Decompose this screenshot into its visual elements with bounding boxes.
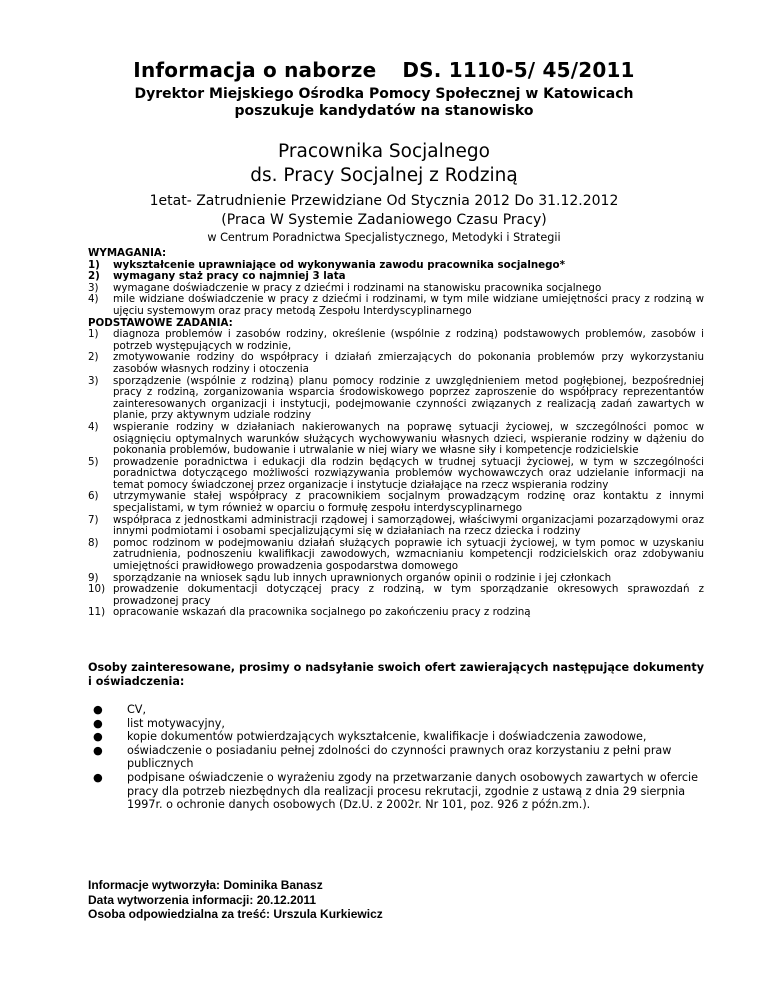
list-item <box>88 717 704 731</box>
bullet-icon: ● <box>93 703 103 716</box>
item-text: zmotywowanie rodziny do współpracy i działań zmierzających do pokonania problemów przy wykorzystaniu zasobów własnych rodziny i otoczenia <box>113 351 704 375</box>
page-title <box>0 58 768 82</box>
item-text: wymagany staż pracy co najmniej 3 lata <box>113 270 346 283</box>
item-number: 9) <box>88 571 99 584</box>
list-item <box>88 352 704 375</box>
item-number: 7) <box>88 513 99 526</box>
author-line: Informacje wytworzyła: Dominika Banasz <box>88 878 323 892</box>
list-item <box>88 491 704 514</box>
item-number: 8) <box>88 536 99 549</box>
requirements-heading: WYMAGANIA: <box>88 247 167 259</box>
bullet-icon: ● <box>93 770 103 784</box>
item-text: współpraca z jednostkami administracji rządowej i samorządowej, właściwymi organizacjami pozarządowymi oraz innymi podmiotami i osobami specjalizującymi się w działaniach na rzecz dziecka i rodziny <box>113 513 704 538</box>
item-text: oświadczenie o posiadaniu pełnej zdolności do czynności prawnych oraz korzystaniu z pełni praw publicznych <box>127 743 672 771</box>
bullet-icon: ● <box>93 743 103 757</box>
documents-intro: Osoby zainteresowane, prosimy o nadsyłanie swoich ofert zawierających następujące dokumenty i oświadczenia: <box>88 661 704 688</box>
bullet-icon: ● <box>93 716 103 730</box>
list-item <box>88 730 704 744</box>
subtitle <box>0 86 768 120</box>
list-item <box>88 538 704 573</box>
item-text: diagnoza problemów i zasobów rodziny, określenie (wspólnie z rodziną) podstawowych problemów, zasobów i potrzeb występujących w rodzinie, <box>113 328 704 352</box>
employment-info <box>0 192 768 230</box>
position-title <box>0 140 768 188</box>
list-item <box>88 703 704 717</box>
list-item <box>88 771 704 812</box>
item-number: 6) <box>88 490 99 503</box>
item-text: kopie dokumentów potwierdzających wykształcenie, kwalifikacje i doświadczenia zawodowe, <box>127 730 647 744</box>
item-text: prowadzenie dokumentacji dotyczącej pracy z rodziną, w tym sporządzanie okresowych sprawozdań z prowadzonej pracy <box>113 583 704 607</box>
document-body <box>88 248 704 619</box>
item-number: 4) <box>88 293 99 306</box>
list-item <box>88 422 704 457</box>
position-line-2: ds. Pracy Socjalnej z Rodziną <box>250 165 518 186</box>
item-text: wymagane doświadczenie w pracy z dziećmi i rodzinami na stanowisku pracownika socjalnego <box>113 281 602 294</box>
item-number: 5) <box>88 455 99 468</box>
item-text: prowadzenie poradnictwa i edukacji dla rodzin będących w trudnej sytuacji życiowej, w tym w szczególności poradnictwa dotyczącego możliwości rozwiązywania problemów wychowawczych oraz udzielanie informacji na temat pomocy świadczonej przez organizacje i instytucje działające na rzecz wspierania rodziny <box>113 455 704 491</box>
list-item <box>88 329 704 352</box>
bullet-icon: ● <box>93 730 103 744</box>
date-line: Data wytworzenia informacji: 20.12.2011 <box>88 892 317 907</box>
duties-heading: PODSTAWOWE ZADANIA: <box>88 316 233 329</box>
item-number: 11) <box>88 606 106 619</box>
item-number: 4) <box>88 420 99 433</box>
subtitle-line-1: Dyrektor Miejskiego Ośrodka Pomocy Społecznej w Katowicach <box>134 86 634 102</box>
item-text: mile widziane doświadczenie w pracy z dziećmi i rodzinami, w tym mile widziane umiejętności pracy z rodziną w ujęciu systemowym oraz pracy metodą Zespołu Interdyscyplinarnego <box>113 293 704 317</box>
list-item <box>88 744 704 771</box>
item-number: 10) <box>88 583 106 596</box>
item-text: sporządzanie na wniosek sądu lub innych uprawnionych organów opinii o rodzinie i jej członkach <box>113 571 612 584</box>
item-number: 3) <box>88 374 99 387</box>
item-text: podpisane oświadczenie o wyrażeniu zgody na przetwarzanie danych osobowych zawartych w ofercie pracy dla potrzeb niezbędnych dla realizacji procesu rekrutacji, zgodnie z ustawą z dnia 29 sierpnia 1997r. o ochronie danych osobowych (Dz.U. z 2002r. Nr 101, poz. 926 z późn.zm.). <box>127 770 699 812</box>
list-item <box>88 607 704 619</box>
requirements-list <box>88 260 704 318</box>
responsible-line: Osoba odpowiedzialna za treść: Urszula Kurkiewicz <box>88 907 383 922</box>
item-number: 2) <box>88 351 99 364</box>
position-line-1: Pracownika Socjalnego <box>278 141 490 162</box>
duties-list <box>88 329 704 619</box>
item-text: list motywacyjny, <box>127 716 225 730</box>
item-number: 2) <box>88 270 100 283</box>
list-item <box>88 376 704 422</box>
employment-line-1: 1etat- Zatrudnienie Przewidziane Od Stycznia 2012 Do 31.12.2012 <box>149 193 619 209</box>
list-item <box>88 457 704 492</box>
reference-number: DS. 1110-5/ 45/2011 <box>402 58 635 82</box>
item-text: opracowanie wskazań dla pracownika socjalnego po zakończeniu pracy z rodziną <box>113 606 531 619</box>
item-text: sporządzenie (wspólnie z rodziną) planu pomocy rodzinie z uwzględnieniem metod pogłębionej, bezpośredniej pracy z rodziną, zorganizowania wsparcia środowiskowego poprzez zaproszenie do współpracy reprezentantów zainteresowanych organizacji i instytucji, podejmowanie czynności związanych z realizacją zadań zawartych w planie, przy aktywnym udziale rodziny <box>113 374 704 422</box>
employment-line-2: (Praca W Systemie Zadaniowego Czasu Pracy) <box>221 212 547 228</box>
list-item <box>88 515 704 538</box>
item-text: wspieranie rodziny w działaniach nakierowanych na poprawę sytuacji życiowej, w szczególności pomoc w osiągnięciu optymalnych warunków służących wychowywaniu własnych dzieci, wspieranie rodziny w dążeniu do pokonania problemów, budowanie i utrwalanie w niej wiary we własne siły i kompetencje rodzicielskie <box>113 420 704 457</box>
workplace-location: w Centrum Poradnictwa Specjalistycznego, Metodyki i Strategii <box>207 231 561 244</box>
item-text: wykształcenie uprawniające od wykonywania zawodu pracownika socjalnego* <box>113 258 565 271</box>
item-text: pomoc rodzinom w podejmowaniu działań służących poprawie ich sytuacji życiowej, w tym pomoc w uzyskaniu zatrudnienia, podnoszeniu kwalifikacji zawodowych, wzmacnianiu kompetencji rodzicielskich oraz zdobywaniu umiejętności prawidłowego prowadzenia gospodarstwa domowego <box>113 536 704 573</box>
item-text: utrzymywanie stałej współpracy z pracownikiem socjalnym prowadzącym rodzinę oraz kontaktu z innymi specjalistami, w tym również w oparciu o formułę zespołu interdyscyplinarnego <box>113 490 704 515</box>
subtitle-line-2: poszukuje kandydatów na stanowisko <box>234 103 534 119</box>
documents-list <box>88 703 704 812</box>
list-item <box>88 294 704 317</box>
item-number: 1) <box>88 258 100 271</box>
item-number: 3) <box>88 281 99 294</box>
list-item <box>88 584 704 607</box>
item-text: CV, <box>127 703 147 716</box>
item-number: 1) <box>88 328 99 341</box>
title-text: Informacja o naborze <box>133 58 377 82</box>
document-metadata <box>88 878 383 922</box>
